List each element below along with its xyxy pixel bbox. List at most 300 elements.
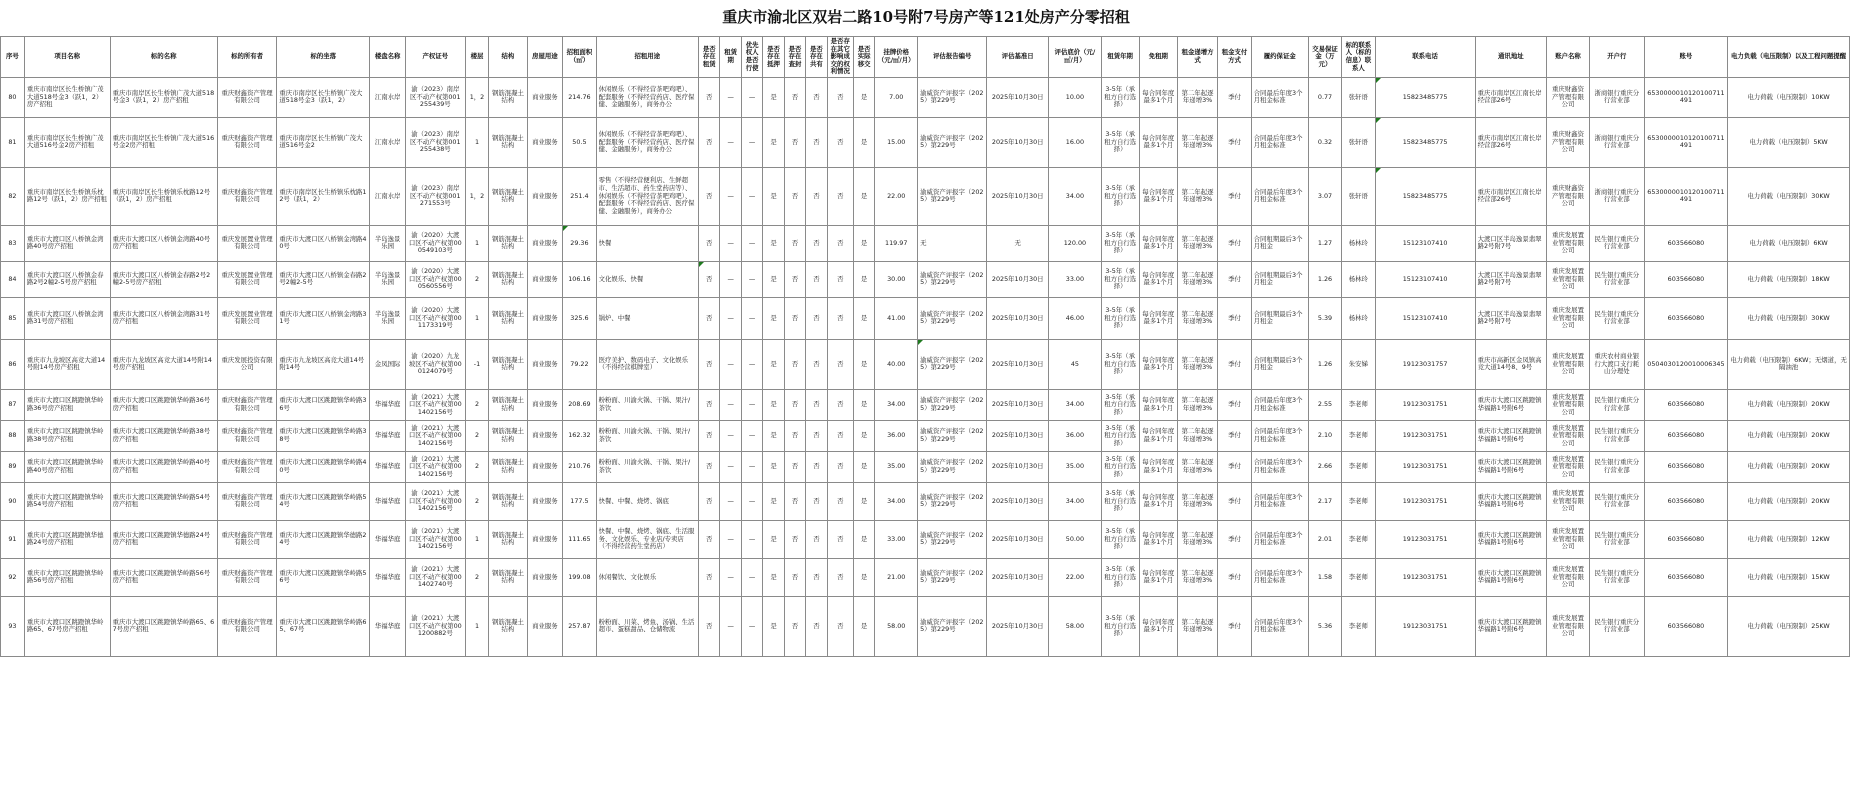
- table-cell[interactable]: 否: [699, 482, 720, 520]
- table-cell[interactable]: 电力荷载（电压限制）6KW: [1728, 225, 1850, 261]
- table-cell[interactable]: 是: [853, 77, 874, 117]
- table-cell[interactable]: 1: [465, 225, 489, 261]
- table-cell[interactable]: 无: [987, 225, 1049, 261]
- table-row[interactable]: [1, 389, 1850, 420]
- table-cell[interactable]: 84: [1, 261, 25, 297]
- table-cell[interactable]: 重庆市大渡口区跳蹬镇华岭路54号房产招租: [110, 482, 217, 520]
- table-cell[interactable]: 钢筋混凝土结构: [489, 297, 527, 339]
- table-cell[interactable]: 合同最后年度3个月租金标准: [1251, 451, 1308, 482]
- table-cell[interactable]: 快餐、中餐、烧烤、锅底: [596, 482, 698, 520]
- table-cell[interactable]: 第二年起逐年递增3%: [1177, 117, 1218, 167]
- table-cell[interactable]: 渝（2021）大渡口区不动产权第001402156号: [406, 482, 466, 520]
- table-cell[interactable]: 合同最后年度3个月租金标准: [1251, 520, 1308, 558]
- table-cell[interactable]: 否: [784, 596, 805, 656]
- table-cell[interactable]: 商业服务: [527, 420, 563, 451]
- table-cell[interactable]: 重庆市九龙坡区高竞大道14号附14号房产招租: [110, 339, 217, 389]
- table-cell[interactable]: 否: [784, 420, 805, 451]
- table-cell[interactable]: 2.17: [1308, 482, 1341, 520]
- table-cell[interactable]: 重庆市大渡口区八桥镇金湾路40号房产招租: [110, 225, 217, 261]
- table-cell[interactable]: 是: [763, 77, 784, 117]
- table-cell[interactable]: 商业服务: [527, 389, 563, 420]
- table-cell[interactable]: 否: [827, 339, 853, 389]
- column-header[interactable]: 是否实际移交: [853, 37, 874, 78]
- table-cell[interactable]: 渝威资产评报字（2025）第229号: [918, 117, 987, 167]
- table-cell[interactable]: 否: [699, 420, 720, 451]
- table-cell[interactable]: 重庆发展置业管理有限公司: [1547, 451, 1590, 482]
- column-header[interactable]: 房屋用途: [527, 37, 563, 78]
- table-cell[interactable]: 重庆市南岸区长生桥镇乐枕路12号（跃1，2）: [277, 167, 370, 225]
- table-cell[interactable]: 15123107410: [1375, 261, 1475, 297]
- column-header[interactable]: 是否存在其它影响成交的权利情况: [827, 37, 853, 78]
- table-cell[interactable]: —: [720, 339, 741, 389]
- column-header[interactable]: 产权证号: [406, 37, 466, 78]
- table-cell[interactable]: 商业服务: [527, 167, 563, 225]
- table-cell[interactable]: 90: [1, 482, 25, 520]
- table-cell[interactable]: 重庆市大渡口区八桥镇金春路2号2幢2-5号房产招租: [24, 261, 110, 297]
- column-header[interactable]: 是否存在共有: [806, 37, 827, 78]
- table-cell[interactable]: 19123031751: [1375, 389, 1475, 420]
- table-cell[interactable]: 电力荷载（电压限制）18KW: [1728, 261, 1850, 297]
- column-header[interactable]: 标的所有者: [217, 37, 277, 78]
- table-cell[interactable]: 华福华庭: [370, 596, 406, 656]
- table-cell[interactable]: 商业服务: [527, 596, 563, 656]
- table-cell[interactable]: 1.26: [1308, 261, 1341, 297]
- table-cell[interactable]: 否: [699, 77, 720, 117]
- table-row[interactable]: [1, 117, 1850, 167]
- table-cell[interactable]: —: [741, 558, 762, 596]
- table-cell[interactable]: 渝（2021）大渡口区不动产权第001402156号: [406, 520, 466, 558]
- table-cell[interactable]: 杨林玲: [1342, 261, 1375, 297]
- table-row[interactable]: [1, 482, 1850, 520]
- table-cell[interactable]: 3-5年（承租方自行选择）: [1101, 261, 1139, 297]
- table-row[interactable]: [1, 420, 1850, 451]
- table-cell[interactable]: 111.65: [563, 520, 596, 558]
- table-cell[interactable]: 19123031757: [1375, 339, 1475, 389]
- column-header[interactable]: 是否存在抵押: [763, 37, 784, 78]
- table-cell[interactable]: 是: [763, 389, 784, 420]
- table-cell[interactable]: —: [741, 297, 762, 339]
- table-cell[interactable]: 3-5年（承租方自行选择）: [1101, 339, 1139, 389]
- table-cell[interactable]: 是: [763, 482, 784, 520]
- table-cell[interactable]: 电力荷载（电压限制）20KW: [1728, 451, 1850, 482]
- table-cell[interactable]: 合同租期最后3个月租金: [1251, 225, 1308, 261]
- table-cell[interactable]: 1: [465, 297, 489, 339]
- table-cell[interactable]: 重庆市大渡口区八桥镇金湾路31号房产招租: [24, 297, 110, 339]
- table-cell[interactable]: 第二年起逐年递增3%: [1177, 261, 1218, 297]
- table-row[interactable]: [1, 77, 1850, 117]
- table-cell[interactable]: 每合同年度最多1个月: [1139, 297, 1177, 339]
- table-cell[interactable]: 是: [853, 117, 874, 167]
- table-cell[interactable]: 张轩语: [1342, 117, 1375, 167]
- table-cell[interactable]: 603566080: [1644, 451, 1727, 482]
- table-cell[interactable]: 锅炉、中餐: [596, 297, 698, 339]
- table-cell[interactable]: 否: [784, 261, 805, 297]
- table-cell[interactable]: 商业服务: [527, 339, 563, 389]
- table-cell[interactable]: 华福华庭: [370, 482, 406, 520]
- table-cell[interactable]: 重庆发展投资有限公司: [217, 339, 277, 389]
- table-cell[interactable]: 重庆财鑫资产管理有限公司: [1547, 167, 1590, 225]
- table-cell[interactable]: 1，2: [465, 77, 489, 117]
- table-cell[interactable]: 江南水岸: [370, 117, 406, 167]
- table-cell[interactable]: 李老师: [1342, 389, 1375, 420]
- table-cell[interactable]: 季付: [1218, 77, 1251, 117]
- table-cell[interactable]: 是: [763, 520, 784, 558]
- table-cell[interactable]: 重庆财鑫资产管理有限公司: [217, 451, 277, 482]
- table-cell[interactable]: 钢筋混凝土结构: [489, 77, 527, 117]
- table-cell[interactable]: —: [720, 596, 741, 656]
- table-row[interactable]: [1, 297, 1850, 339]
- column-header[interactable]: 租金支付方式: [1218, 37, 1251, 78]
- table-cell[interactable]: 朱安娣: [1342, 339, 1375, 389]
- table-cell[interactable]: 重庆财鑫资产管理有限公司: [217, 167, 277, 225]
- table-cell[interactable]: 华福华庭: [370, 451, 406, 482]
- column-header[interactable]: 账号: [1644, 37, 1727, 78]
- table-cell[interactable]: 渝（2021）大渡口区不动产权第001402156号: [406, 389, 466, 420]
- table-cell[interactable]: 浙商银行重庆分行营业部: [1589, 77, 1644, 117]
- table-cell[interactable]: 2: [465, 451, 489, 482]
- table-cell[interactable]: 是: [763, 451, 784, 482]
- table-cell[interactable]: 重庆财鑫资产管理有限公司: [217, 420, 277, 451]
- table-cell[interactable]: 电力荷载（电压限制）10KW: [1728, 77, 1850, 117]
- table-cell[interactable]: 季付: [1218, 389, 1251, 420]
- table-cell[interactable]: 商业服务: [527, 520, 563, 558]
- table-cell[interactable]: 34.00: [1049, 389, 1101, 420]
- table-cell[interactable]: 否: [806, 482, 827, 520]
- table-cell[interactable]: 李老师: [1342, 420, 1375, 451]
- table-cell[interactable]: -1: [465, 339, 489, 389]
- table-cell[interactable]: 33.00: [875, 520, 918, 558]
- table-cell[interactable]: 是: [763, 117, 784, 167]
- table-cell[interactable]: 电力荷载（电压限制）30KW: [1728, 167, 1850, 225]
- table-cell[interactable]: 否: [827, 520, 853, 558]
- table-cell[interactable]: 浙商银行重庆分行营业部: [1589, 167, 1644, 225]
- table-cell[interactable]: 重庆市大渡口区跳蹬镇华岭路56号房产招租: [24, 558, 110, 596]
- table-cell[interactable]: —: [720, 420, 741, 451]
- table-cell[interactable]: 休闲餐饮、文化娱乐: [596, 558, 698, 596]
- table-cell[interactable]: 是: [763, 596, 784, 656]
- table-cell[interactable]: 否: [827, 451, 853, 482]
- table-cell[interactable]: 电力荷载（电压限制）20KW: [1728, 389, 1850, 420]
- column-header[interactable]: 租赁期: [720, 37, 741, 78]
- table-cell[interactable]: —: [741, 482, 762, 520]
- table-cell[interactable]: 否: [827, 596, 853, 656]
- table-cell[interactable]: —: [741, 389, 762, 420]
- table-cell[interactable]: 民生银行重庆分行营业部: [1589, 558, 1644, 596]
- table-cell[interactable]: 22.00: [1049, 558, 1101, 596]
- table-cell[interactable]: 民生银行重庆分行营业部: [1589, 225, 1644, 261]
- table-cell[interactable]: 钢筋混凝土结构: [489, 558, 527, 596]
- table-cell[interactable]: 214.76: [563, 77, 596, 117]
- table-cell[interactable]: 1: [465, 520, 489, 558]
- table-cell[interactable]: 15123107410: [1375, 297, 1475, 339]
- table-cell[interactable]: 3.07: [1308, 167, 1341, 225]
- table-cell[interactable]: 渝威资产评报字（2025）第229号: [918, 482, 987, 520]
- table-cell[interactable]: 重庆市大渡口区八桥镇金湾路40号: [277, 225, 370, 261]
- table-cell[interactable]: 渝（2021）大渡口区不动产权第001402740号: [406, 558, 466, 596]
- table-cell[interactable]: 是: [853, 225, 874, 261]
- table-cell[interactable]: 李老师: [1342, 596, 1375, 656]
- table-cell[interactable]: 603566080: [1644, 558, 1727, 596]
- table-cell[interactable]: 91: [1, 520, 25, 558]
- table-cell[interactable]: 重庆市南岸区长生桥镇广茂大道518号金3（跃1，2）房产招租: [110, 77, 217, 117]
- table-cell[interactable]: —: [720, 117, 741, 167]
- table-cell[interactable]: 重庆市大渡口区跳蹬镇华岭路38号: [277, 420, 370, 451]
- table-cell[interactable]: 否: [806, 77, 827, 117]
- table-cell[interactable]: 1: [465, 117, 489, 167]
- table-cell[interactable]: 是: [763, 261, 784, 297]
- table-cell[interactable]: 162.32: [563, 420, 596, 451]
- table-cell[interactable]: 重庆发展置业管理有限公司: [1547, 558, 1590, 596]
- table-cell[interactable]: 否: [784, 117, 805, 167]
- table-cell[interactable]: 渝（2021）大渡口区不动产权第001402156号: [406, 451, 466, 482]
- table-cell[interactable]: 张轩语: [1342, 167, 1375, 225]
- table-cell[interactable]: 重庆市大渡口区跳蹬镇华福路1号附6号: [1475, 520, 1546, 558]
- table-cell[interactable]: 是: [853, 558, 874, 596]
- table-cell[interactable]: 50.5: [563, 117, 596, 167]
- table-cell[interactable]: 合同最后年度3个月租金标准: [1251, 482, 1308, 520]
- table-cell[interactable]: 大渡口区半岛逸景翡翠路2号附7号: [1475, 297, 1546, 339]
- table-cell[interactable]: 重庆市大渡口区跳蹬镇华福路1号附6号: [1475, 389, 1546, 420]
- table-cell[interactable]: 603566080: [1644, 261, 1727, 297]
- table-cell[interactable]: 金凤国际: [370, 339, 406, 389]
- table-cell[interactable]: 华福华庭: [370, 420, 406, 451]
- table-cell[interactable]: 钢筋混凝土结构: [489, 520, 527, 558]
- table-cell[interactable]: 重庆发展置业管理有限公司: [217, 297, 277, 339]
- table-cell[interactable]: 重庆市南岸区长生桥镇乐枕路12号（跃1，2）房产招租: [110, 167, 217, 225]
- table-cell[interactable]: 第二年起逐年递增3%: [1177, 558, 1218, 596]
- table-cell[interactable]: 重庆市大渡口区跳蹬镇华岭路56号: [277, 558, 370, 596]
- table-cell[interactable]: 无: [918, 225, 987, 261]
- table-cell[interactable]: 81: [1, 117, 25, 167]
- table-cell[interactable]: 86: [1, 339, 25, 389]
- column-header[interactable]: 楼层: [465, 37, 489, 78]
- table-cell[interactable]: 重庆发展置业管理有限公司: [1547, 339, 1590, 389]
- table-cell[interactable]: 每合同年度最多1个月: [1139, 77, 1177, 117]
- table-cell[interactable]: 华福华庭: [370, 520, 406, 558]
- table-cell[interactable]: 58.00: [1049, 596, 1101, 656]
- table-cell[interactable]: 251.4: [563, 167, 596, 225]
- table-cell[interactable]: 浙商银行重庆分行营业部: [1589, 117, 1644, 167]
- table-cell[interactable]: 否: [699, 520, 720, 558]
- table-cell[interactable]: 重庆市南岸区长生桥镇广茂大道518号金3（跃1，2）: [277, 77, 370, 117]
- table-cell[interactable]: 重庆市九龙坡区高竞大道14号附14号房产招租: [24, 339, 110, 389]
- table-cell[interactable]: 渝威资产评报字（2025）第229号: [918, 77, 987, 117]
- table-row[interactable]: [1, 261, 1850, 297]
- table-cell[interactable]: 6530000010120100711491: [1644, 167, 1727, 225]
- table-cell[interactable]: —: [720, 261, 741, 297]
- table-cell[interactable]: 商业服务: [527, 482, 563, 520]
- table-cell[interactable]: 电力荷载（电压限制）30KW: [1728, 297, 1850, 339]
- table-cell[interactable]: 第二年起逐年递增3%: [1177, 339, 1218, 389]
- table-cell[interactable]: 34.00: [1049, 482, 1101, 520]
- table-cell[interactable]: 2025年10月30日: [987, 389, 1049, 420]
- table-cell[interactable]: 92: [1, 558, 25, 596]
- table-cell[interactable]: 重庆市大渡口区跳蹬镇华德路24号房产招租: [110, 520, 217, 558]
- table-cell[interactable]: 3-5年（承租方自行选择）: [1101, 420, 1139, 451]
- column-header[interactable]: 是否存在查封: [784, 37, 805, 78]
- table-cell[interactable]: 3-5年（承租方自行选择）: [1101, 225, 1139, 261]
- table-cell[interactable]: 2.01: [1308, 520, 1341, 558]
- table-cell[interactable]: 否: [699, 261, 720, 297]
- table-cell[interactable]: 15823485775: [1375, 167, 1475, 225]
- table-cell[interactable]: 季付: [1218, 167, 1251, 225]
- table-cell[interactable]: 快餐: [596, 225, 698, 261]
- table-cell[interactable]: 李老师: [1342, 451, 1375, 482]
- column-header[interactable]: 评估底价（元/㎡/月）: [1049, 37, 1101, 78]
- table-cell[interactable]: 渝威资产评报字（2025）第229号: [918, 389, 987, 420]
- table-cell[interactable]: 合同最后年度3个月租金标准: [1251, 420, 1308, 451]
- column-header[interactable]: 优先权人是否行使: [741, 37, 762, 78]
- table-cell[interactable]: 否: [806, 558, 827, 596]
- table-cell[interactable]: 渝（2023）南岸区不动产权第001255438号: [406, 117, 466, 167]
- table-cell[interactable]: 每合同年度最多1个月: [1139, 225, 1177, 261]
- table-cell[interactable]: 否: [827, 558, 853, 596]
- table-cell[interactable]: 否: [784, 451, 805, 482]
- table-cell[interactable]: 82: [1, 167, 25, 225]
- table-cell[interactable]: 重庆市大渡口区跳蹬镇华岭路38号房产招租: [24, 420, 110, 451]
- table-cell[interactable]: 15123107410: [1375, 225, 1475, 261]
- table-cell[interactable]: 16.00: [1049, 117, 1101, 167]
- table-cell[interactable]: 季付: [1218, 117, 1251, 167]
- table-cell[interactable]: 李老师: [1342, 520, 1375, 558]
- table-cell[interactable]: 40.00: [875, 339, 918, 389]
- table-cell[interactable]: 是: [853, 420, 874, 451]
- table-cell[interactable]: 钢筋混凝土结构: [489, 451, 527, 482]
- table-cell[interactable]: 2025年10月30日: [987, 482, 1049, 520]
- table-cell[interactable]: 58.00: [875, 596, 918, 656]
- table-cell[interactable]: 电力荷载（电压限制）20KW: [1728, 482, 1850, 520]
- table-cell[interactable]: 重庆市南岸区长生桥镇广茂大道516号金2房产招租: [110, 117, 217, 167]
- table-cell[interactable]: 重庆市大渡口区跳蹬镇华岭路54号: [277, 482, 370, 520]
- table-cell[interactable]: 重庆财鑫资产管理有限公司: [217, 389, 277, 420]
- table-cell[interactable]: 第二年起逐年递增3%: [1177, 389, 1218, 420]
- table-cell[interactable]: 重庆市大渡口区八桥镇金湾路40号房产招租: [24, 225, 110, 261]
- column-header[interactable]: 租赁年期: [1101, 37, 1139, 78]
- table-cell[interactable]: 21.00: [875, 558, 918, 596]
- table-cell[interactable]: 钢筋混凝土结构: [489, 167, 527, 225]
- table-cell[interactable]: 重庆发展置业管理有限公司: [1547, 389, 1590, 420]
- column-header[interactable]: 是否存在租赁: [699, 37, 720, 78]
- table-cell[interactable]: 34.00: [875, 482, 918, 520]
- table-cell[interactable]: 否: [784, 520, 805, 558]
- table-cell[interactable]: 重庆农村商业银行大渡口支行耗山分理处: [1589, 339, 1644, 389]
- table-cell[interactable]: 季付: [1218, 520, 1251, 558]
- table-cell[interactable]: 是: [853, 451, 874, 482]
- table-cell[interactable]: 杨林玲: [1342, 225, 1375, 261]
- table-cell[interactable]: 否: [827, 77, 853, 117]
- table-cell[interactable]: 第二年起逐年递增3%: [1177, 77, 1218, 117]
- table-cell[interactable]: 医疗美护、数码电子、文化娱乐（不得经营棋牌室）: [596, 339, 698, 389]
- table-cell[interactable]: 210.76: [563, 451, 596, 482]
- table-cell[interactable]: 否: [784, 297, 805, 339]
- table-cell[interactable]: 重庆市大渡口区跳蹬镇华岭路65、67号房产招租: [110, 596, 217, 656]
- table-cell[interactable]: 5.39: [1308, 297, 1341, 339]
- table-cell[interactable]: 重庆市大渡口区八桥镇金春路2号2幢2-5号: [277, 261, 370, 297]
- column-header[interactable]: 招租面积（㎡）: [563, 37, 596, 78]
- table-cell[interactable]: 电力荷载（电压限制）5KW: [1728, 117, 1850, 167]
- table-cell[interactable]: 2: [465, 389, 489, 420]
- table-cell[interactable]: 零售（不得经营便利店、生鲜超市、生活超市、药生堂药店等）、休闲娱乐（不得经营茶吧鸡吧）、配套服务（不得经营药店、医疗保健、金融服务），商务办公: [596, 167, 698, 225]
- table-cell[interactable]: 否: [784, 77, 805, 117]
- table-cell[interactable]: 3-5年（承租方自行选择）: [1101, 482, 1139, 520]
- table-cell[interactable]: 是: [763, 339, 784, 389]
- column-header[interactable]: 招租用途: [596, 37, 698, 78]
- table-cell[interactable]: —: [720, 225, 741, 261]
- table-cell[interactable]: 第二年起逐年递增3%: [1177, 520, 1218, 558]
- table-cell[interactable]: 商业服务: [527, 451, 563, 482]
- table-cell[interactable]: 大渡口区半岛逸景翡翠路2号附7号: [1475, 261, 1546, 297]
- table-cell[interactable]: 36.00: [875, 420, 918, 451]
- table-cell[interactable]: 否: [806, 520, 827, 558]
- table-cell[interactable]: 0.32: [1308, 117, 1341, 167]
- table-cell[interactable]: 257.87: [563, 596, 596, 656]
- column-header[interactable]: 评估基准日: [987, 37, 1049, 78]
- table-cell[interactable]: 民生银行重庆分行营业部: [1589, 261, 1644, 297]
- table-cell[interactable]: —: [720, 77, 741, 117]
- table-cell[interactable]: 重庆市大渡口区跳蹬镇华岭路65、67号: [277, 596, 370, 656]
- table-cell[interactable]: 2025年10月30日: [987, 558, 1049, 596]
- table-cell[interactable]: 杨林玲: [1342, 297, 1375, 339]
- table-cell[interactable]: 否: [699, 558, 720, 596]
- table-cell[interactable]: 36.00: [1049, 420, 1101, 451]
- table-row[interactable]: [1, 520, 1850, 558]
- table-cell[interactable]: 合同最后年度3个月租金标准: [1251, 77, 1308, 117]
- table-cell[interactable]: 7.00: [875, 77, 918, 117]
- table-cell[interactable]: 重庆财鑫资产管理有限公司: [217, 482, 277, 520]
- table-cell[interactable]: 渝（2021）大渡口区不动产权第001200882号: [406, 596, 466, 656]
- table-cell[interactable]: 否: [827, 261, 853, 297]
- table-cell[interactable]: 每合同年度最多1个月: [1139, 558, 1177, 596]
- table-cell[interactable]: 重庆财鑫资产管理有限公司: [1547, 117, 1590, 167]
- table-cell[interactable]: 江南水岸: [370, 77, 406, 117]
- table-cell[interactable]: 每合同年度最多1个月: [1139, 520, 1177, 558]
- table-cell[interactable]: 2: [465, 482, 489, 520]
- table-cell[interactable]: 休闲娱乐（不得经营茶吧鸡吧）、配套服务（不得经营药店、医疗保健、金融服务），商务办公: [596, 77, 698, 117]
- table-cell[interactable]: 35.00: [875, 451, 918, 482]
- table-cell[interactable]: 重庆发展置业管理有限公司: [217, 225, 277, 261]
- column-header[interactable]: 账户名称: [1547, 37, 1590, 78]
- table-cell[interactable]: 季付: [1218, 596, 1251, 656]
- table-row[interactable]: [1, 167, 1850, 225]
- table-cell[interactable]: 季付: [1218, 420, 1251, 451]
- table-cell[interactable]: 46.00: [1049, 297, 1101, 339]
- table-cell[interactable]: 半岛逸景乐园: [370, 225, 406, 261]
- column-header[interactable]: 评估报告编号: [918, 37, 987, 78]
- table-cell[interactable]: 否: [699, 596, 720, 656]
- table-cell[interactable]: 商业服务: [527, 261, 563, 297]
- table-cell[interactable]: 第二年起逐年递增3%: [1177, 225, 1218, 261]
- table-cell[interactable]: 否: [827, 117, 853, 167]
- table-cell[interactable]: 15.00: [875, 117, 918, 167]
- table-cell[interactable]: 商业服务: [527, 77, 563, 117]
- table-cell[interactable]: 否: [827, 167, 853, 225]
- table-cell[interactable]: 否: [827, 420, 853, 451]
- table-cell[interactable]: 渝（2020）九龙坡区不动产权第000124079号: [406, 339, 466, 389]
- table-cell[interactable]: 渝（2023）南岸区不动产权第001255439号: [406, 77, 466, 117]
- table-cell[interactable]: 22.00: [875, 167, 918, 225]
- table-cell[interactable]: 第二年起逐年递增3%: [1177, 420, 1218, 451]
- table-cell[interactable]: 重庆市大渡口区跳蹬镇华岭路65、67号房产招租: [24, 596, 110, 656]
- table-cell[interactable]: 钢筋混凝土结构: [489, 420, 527, 451]
- table-cell[interactable]: 否: [806, 389, 827, 420]
- table-cell[interactable]: 否: [806, 297, 827, 339]
- table-cell[interactable]: 6530000010120100711491: [1644, 77, 1727, 117]
- table-cell[interactable]: 45: [1049, 339, 1101, 389]
- table-cell[interactable]: 603566080: [1644, 389, 1727, 420]
- table-cell[interactable]: 季付: [1218, 339, 1251, 389]
- table-cell[interactable]: 渝威资产评报字（2025）第229号: [918, 261, 987, 297]
- column-header[interactable]: 标的名称: [110, 37, 217, 78]
